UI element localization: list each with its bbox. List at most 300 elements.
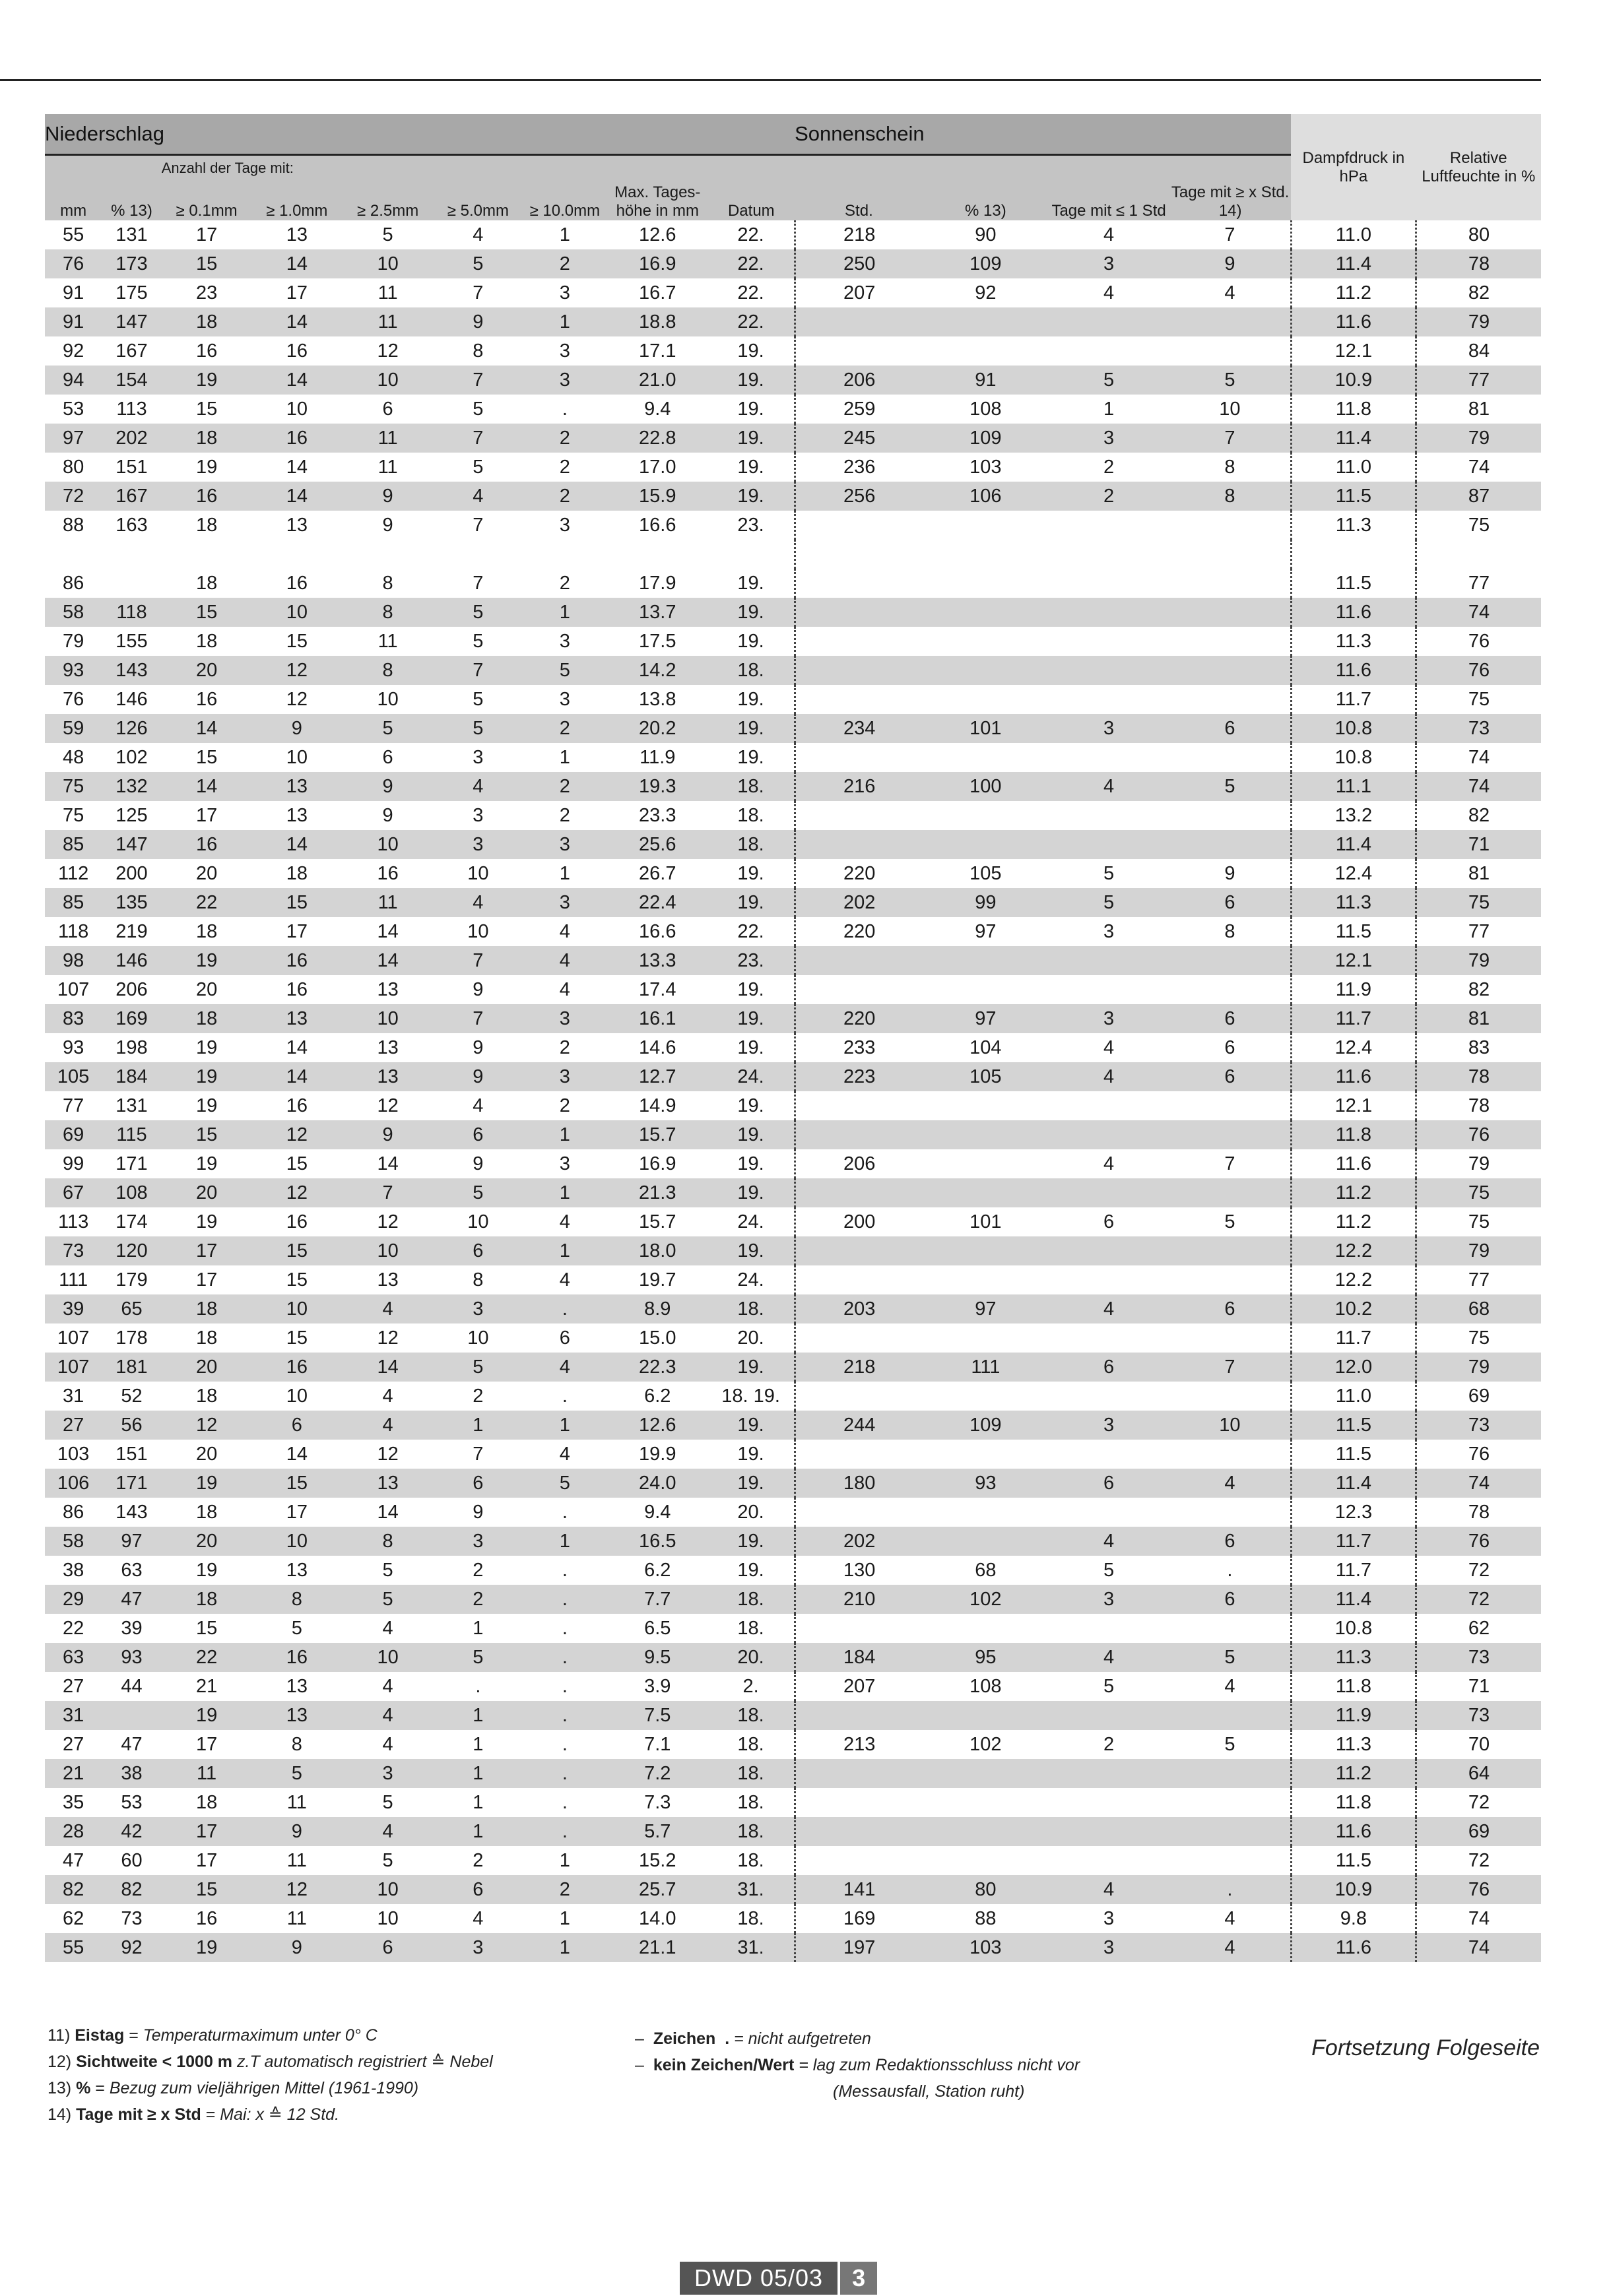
cell-datum: 19. <box>708 395 795 424</box>
cell-ge-10-0mm: 2 <box>523 249 607 278</box>
cell-ge-10-0mm: . <box>523 1294 607 1323</box>
col-pct: % 13) <box>102 177 161 220</box>
cell-tage-ge-x: 8 <box>1169 917 1291 946</box>
cell-ge-1-0mm: 16 <box>251 975 342 1004</box>
cell-sonnen-std: 180 <box>795 1469 923 1498</box>
cell-max-tageshoehe: 13.3 <box>607 946 708 975</box>
cell-tage-ge-x <box>1169 598 1291 627</box>
cell-ge-5-0mm: 3 <box>434 830 523 859</box>
cell-ge-10-0mm: 2 <box>523 714 607 743</box>
cell-ge-2-5mm: 12 <box>342 1091 434 1120</box>
cell-dampfdruck: 11.4 <box>1291 1585 1416 1614</box>
cell-pct: 147 <box>102 830 161 859</box>
cell-ge-5-0mm: 3 <box>434 801 523 830</box>
cell-ge-10-0mm: 2 <box>523 453 607 482</box>
cell-max-tageshoehe: 22.4 <box>607 888 708 917</box>
cell-sonnen-std <box>795 569 923 598</box>
cell-mm: 59 <box>45 714 102 743</box>
cell-ge-5-0mm: 5 <box>434 627 523 656</box>
cell-max-tageshoehe: 23.3 <box>607 801 708 830</box>
cell-ge-2-5mm: 4 <box>342 1382 434 1411</box>
cell-tage-le-1: 4 <box>1048 1643 1169 1672</box>
table-row <box>45 1207 1541 1236</box>
cell-rel-feuchte: 72 <box>1416 1556 1541 1585</box>
cell-tage-ge-x: 5 <box>1169 1207 1291 1236</box>
cell-datum: 19. <box>708 975 795 1004</box>
cell-ge-5-0mm: 7 <box>434 278 523 307</box>
cell-sonnen-std <box>795 1323 923 1353</box>
cell-sonnen-std: 234 <box>795 714 923 743</box>
table-row <box>45 1033 1541 1062</box>
cell-tage-le-1 <box>1048 1440 1169 1469</box>
cell-tage-ge-x <box>1169 656 1291 685</box>
cell-ge-2-5mm: 13 <box>342 1033 434 1062</box>
cell-ge-1-0mm: 14 <box>251 453 342 482</box>
cell-tage-ge-x: 6 <box>1169 888 1291 917</box>
cell-datum <box>708 540 795 569</box>
cell-ge-5-0mm: 9 <box>434 1498 523 1527</box>
cell-ge-1-0mm: 15 <box>251 1265 342 1294</box>
table-row <box>45 424 1541 453</box>
cell-tage-le-1 <box>1048 1817 1169 1846</box>
table-row <box>45 1585 1541 1614</box>
cell-pct: 171 <box>102 1149 161 1178</box>
cell-tage-le-1: 4 <box>1048 772 1169 801</box>
table-row <box>45 1004 1541 1033</box>
cell-ge-10-0mm: . <box>523 1759 607 1788</box>
cell-ge-5-0mm: 5 <box>434 1178 523 1207</box>
table-row <box>45 801 1541 830</box>
cell-mm: 22 <box>45 1614 102 1643</box>
cell-ge-2-5mm: 4 <box>342 1411 434 1440</box>
footnote-14: 14) Tage mit ≥ x Std = Mai: x ≙ 12 Std. <box>48 2105 340 2124</box>
cell-max-tageshoehe: 12.6 <box>607 220 708 249</box>
cell-ge-0-1mm: 15 <box>162 249 252 278</box>
cell-ge-2-5mm: 4 <box>342 1294 434 1323</box>
cell-ge-5-0mm: 9 <box>434 307 523 336</box>
cell-tage-le-1 <box>1048 1498 1169 1527</box>
cell-sonnen-std <box>795 1788 923 1817</box>
col-sonnen-pct: % 13) <box>923 155 1048 221</box>
cell-tage-ge-x <box>1169 1440 1291 1469</box>
cell-ge-5-0mm: 3 <box>434 743 523 772</box>
cell-dampfdruck: 12.4 <box>1291 859 1416 888</box>
cell-sonnen-std: 218 <box>795 220 923 249</box>
cell-mm: 27 <box>45 1672 102 1701</box>
cell-ge-1-0mm: 10 <box>251 598 342 627</box>
cell-ge-0-1mm: 22 <box>162 888 252 917</box>
cell-tage-le-1: 4 <box>1048 1527 1169 1556</box>
cell-tage-ge-x <box>1169 975 1291 1004</box>
cell-ge-2-5mm: 4 <box>342 1614 434 1643</box>
cell-ge-10-0mm: 1 <box>523 220 607 249</box>
cell-ge-10-0mm: . <box>523 1701 607 1730</box>
cell-datum: 19. <box>708 1004 795 1033</box>
cell-mm: 77 <box>45 1091 102 1120</box>
cell-sonnen-pct <box>923 1817 1048 1846</box>
cell-tage-ge-x: 6 <box>1169 1294 1291 1323</box>
cell-sonnen-pct <box>923 1323 1048 1353</box>
cell-ge-2-5mm: 5 <box>342 220 434 249</box>
table-row <box>45 1730 1541 1759</box>
table-row <box>45 1788 1541 1817</box>
cell-pct: 38 <box>102 1759 161 1788</box>
cell-tage-ge-x <box>1169 540 1291 569</box>
cell-ge-0-1mm: 14 <box>162 714 252 743</box>
table-row <box>45 1411 1541 1440</box>
cell-pct: 147 <box>102 307 161 336</box>
cell-rel-feuchte: 82 <box>1416 801 1541 830</box>
cell-ge-5-0mm: 8 <box>434 336 523 366</box>
cell-sonnen-std: 259 <box>795 395 923 424</box>
cell-dampfdruck <box>1291 540 1416 569</box>
table-row <box>45 540 1541 569</box>
cell-sonnen-pct <box>923 1614 1048 1643</box>
cell-ge-0-1mm: 18 <box>162 1323 252 1353</box>
cell-ge-2-5mm: 12 <box>342 1207 434 1236</box>
cell-max-tageshoehe: 19.7 <box>607 1265 708 1294</box>
cell-max-tageshoehe: 9.4 <box>607 1498 708 1527</box>
cell-datum: 18. <box>708 1730 795 1759</box>
table-row <box>45 366 1541 395</box>
cell-max-tageshoehe: 16.5 <box>607 1527 708 1556</box>
cell-datum: 19. <box>708 1120 795 1149</box>
cell-mm: 112 <box>45 859 102 888</box>
cell-sonnen-pct <box>923 685 1048 714</box>
cell-rel-feuchte: 77 <box>1416 569 1541 598</box>
cell-tage-le-1: 3 <box>1048 917 1169 946</box>
cell-ge-0-1mm: 18 <box>162 1382 252 1411</box>
cell-datum: 19. <box>708 743 795 772</box>
cell-mm: 27 <box>45 1411 102 1440</box>
cell-mm: 92 <box>45 336 102 366</box>
cell-dampfdruck: 10.8 <box>1291 743 1416 772</box>
cell-ge-5-0mm: 10 <box>434 917 523 946</box>
table-row <box>45 1149 1541 1178</box>
legend-kein-zeichen: – kein Zeichen/Wert = lag zum Redaktionsschluss nicht vor <box>635 2056 1080 2074</box>
cell-ge-0-1mm: 16 <box>162 685 252 714</box>
cell-ge-5-0mm: 6 <box>434 1236 523 1265</box>
cell-max-tageshoehe: 16.7 <box>607 278 708 307</box>
cell-pct: 56 <box>102 1411 161 1440</box>
cell-dampfdruck: 11.5 <box>1291 569 1416 598</box>
col-ge-2-5mm: ≥ 2.5mm <box>342 177 434 220</box>
cell-rel-feuchte: 77 <box>1416 1265 1541 1294</box>
cell-ge-2-5mm: 6 <box>342 395 434 424</box>
cell-ge-5-0mm: 9 <box>434 1062 523 1091</box>
cell-mm: 28 <box>45 1817 102 1846</box>
cell-sonnen-std: 220 <box>795 1004 923 1033</box>
cell-datum: 19. <box>708 336 795 366</box>
table-row <box>45 1120 1541 1149</box>
cell-ge-0-1mm: 14 <box>162 772 252 801</box>
cell-sonnen-std <box>795 1817 923 1846</box>
issue-label: DWD 05/03 <box>680 2262 837 2295</box>
cell-ge-10-0mm: 4 <box>523 1207 607 1236</box>
cell-sonnen-std: 207 <box>795 278 923 307</box>
table-row <box>45 336 1541 366</box>
cell-ge-0-1mm: 17 <box>162 1265 252 1294</box>
cell-ge-2-5mm: 11 <box>342 424 434 453</box>
cell-ge-1-0mm: 14 <box>251 307 342 336</box>
col-tage-ge-x-std: Tage mit ≥ x Std. 14) <box>1169 155 1291 221</box>
cell-ge-10-0mm: 1 <box>523 1411 607 1440</box>
cell-ge-2-5mm: 9 <box>342 511 434 540</box>
cell-max-tageshoehe: 18.0 <box>607 1236 708 1265</box>
cell-mm: 107 <box>45 1353 102 1382</box>
cell-pct: 198 <box>102 1033 161 1062</box>
cell-ge-1-0mm: 10 <box>251 1294 342 1323</box>
cell-ge-10-0mm: . <box>523 1817 607 1846</box>
cell-ge-1-0mm: 14 <box>251 1440 342 1469</box>
cell-pct: 44 <box>102 1672 161 1701</box>
cell-tage-ge-x <box>1169 830 1291 859</box>
cell-dampfdruck: 11.5 <box>1291 1440 1416 1469</box>
cell-rel-feuchte: 75 <box>1416 511 1541 540</box>
cell-ge-10-0mm: 3 <box>523 1149 607 1178</box>
cell-ge-0-1mm: 17 <box>162 1730 252 1759</box>
cell-rel-feuchte: 77 <box>1416 917 1541 946</box>
cell-ge-1-0mm: 10 <box>251 1527 342 1556</box>
cell-ge-10-0mm: 2 <box>523 801 607 830</box>
cell-datum: 31. <box>708 1933 795 1962</box>
cell-tage-ge-x <box>1169 1817 1291 1846</box>
cell-ge-0-1mm: 20 <box>162 859 252 888</box>
cell-datum: 22. <box>708 917 795 946</box>
cell-ge-1-0mm: 12 <box>251 685 342 714</box>
cell-datum: 22. <box>708 220 795 249</box>
cell-sonnen-pct: 105 <box>923 1062 1048 1091</box>
cell-rel-feuchte: 78 <box>1416 1498 1541 1527</box>
cell-ge-0-1mm: 19 <box>162 1556 252 1585</box>
cell-rel-feuchte: 79 <box>1416 307 1541 336</box>
cell-pct: 179 <box>102 1265 161 1294</box>
table-row <box>45 1382 1541 1411</box>
cell-ge-10-0mm: 3 <box>523 830 607 859</box>
cell-ge-0-1mm: 19 <box>162 1933 252 1962</box>
cell-datum: 18. <box>708 1759 795 1788</box>
cell-pct: 151 <box>102 453 161 482</box>
cell-ge-2-5mm: 14 <box>342 946 434 975</box>
cell-pct: 125 <box>102 801 161 830</box>
cell-ge-5-0mm: 7 <box>434 424 523 453</box>
table-row <box>45 772 1541 801</box>
cell-ge-1-0mm: 13 <box>251 801 342 830</box>
cell-rel-feuchte: 81 <box>1416 1004 1541 1033</box>
cell-pct: 146 <box>102 946 161 975</box>
cell-sonnen-std <box>795 1120 923 1149</box>
cell-datum: 19. <box>708 1033 795 1062</box>
cell-tage-ge-x <box>1169 627 1291 656</box>
cell-pct: 60 <box>102 1846 161 1875</box>
cell-mm: 63 <box>45 1643 102 1672</box>
cell-sonnen-pct: 104 <box>923 1033 1048 1062</box>
table-row <box>45 1614 1541 1643</box>
cell-tage-le-1: 3 <box>1048 1411 1169 1440</box>
cell-datum: 19. <box>708 859 795 888</box>
cell-ge-2-5mm: 5 <box>342 1846 434 1875</box>
cell-tage-le-1 <box>1048 336 1169 366</box>
cell-dampfdruck: 11.2 <box>1291 1207 1416 1236</box>
cell-tage-ge-x: 6 <box>1169 1062 1291 1091</box>
cell-pct: 93 <box>102 1643 161 1672</box>
cell-dampfdruck: 11.5 <box>1291 917 1416 946</box>
cell-rel-feuchte: 82 <box>1416 975 1541 1004</box>
cell-ge-10-0mm: 3 <box>523 1062 607 1091</box>
cell-mm: 27 <box>45 1730 102 1759</box>
cell-max-tageshoehe: 12.7 <box>607 1062 708 1091</box>
legend-zeichen: – Zeichen . = nicht aufgetreten <box>635 2029 871 2048</box>
cell-sonnen-pct <box>923 1178 1048 1207</box>
cell-rel-feuchte: 76 <box>1416 627 1541 656</box>
cell-pct: 42 <box>102 1817 161 1846</box>
cell-sonnen-pct: 68 <box>923 1556 1048 1585</box>
cell-rel-feuchte: 78 <box>1416 1091 1541 1120</box>
cell-sonnen-std <box>795 1759 923 1788</box>
cell-datum: 2. <box>708 1672 795 1701</box>
cell-datum: 19. <box>708 1236 795 1265</box>
cell-ge-1-0mm: 13 <box>251 1701 342 1730</box>
cell-pct: 63 <box>102 1556 161 1585</box>
cell-rel-feuchte: 74 <box>1416 453 1541 482</box>
cell-rel-feuchte: 73 <box>1416 714 1541 743</box>
cell-tage-ge-x <box>1169 1091 1291 1120</box>
cell-tage-le-1: 4 <box>1048 278 1169 307</box>
cell-max-tageshoehe: 14.9 <box>607 1091 708 1120</box>
cell-max-tageshoehe: 16.9 <box>607 1149 708 1178</box>
cell-pct: 131 <box>102 220 161 249</box>
cell-datum: 19. <box>708 598 795 627</box>
cell-tage-ge-x: 4 <box>1169 1904 1291 1933</box>
cell-pct: 126 <box>102 714 161 743</box>
cell-ge-2-5mm: 14 <box>342 1353 434 1382</box>
cell-tage-ge-x <box>1169 307 1291 336</box>
cell-tage-le-1: 3 <box>1048 1004 1169 1033</box>
cell-datum: 19. <box>708 1556 795 1585</box>
cell-mm: 118 <box>45 917 102 946</box>
cell-ge-0-1mm: 16 <box>162 336 252 366</box>
cell-pct: 73 <box>102 1904 161 1933</box>
cell-max-tageshoehe: 16.6 <box>607 917 708 946</box>
cell-sonnen-pct: 100 <box>923 772 1048 801</box>
cell-ge-10-0mm: 1 <box>523 598 607 627</box>
cell-dampfdruck: 11.7 <box>1291 685 1416 714</box>
cell-sonnen-pct: 109 <box>923 249 1048 278</box>
cell-pct: 167 <box>102 482 161 511</box>
cell-tage-le-1 <box>1048 1788 1169 1817</box>
cell-sonnen-std <box>795 1440 923 1469</box>
cell-rel-feuchte: 73 <box>1416 1701 1541 1730</box>
cell-ge-2-5mm: 4 <box>342 1817 434 1846</box>
cell-mm: 99 <box>45 1149 102 1178</box>
cell-ge-1-0mm: 15 <box>251 1469 342 1498</box>
cell-datum: 19. <box>708 685 795 714</box>
cell-ge-5-0mm: 7 <box>434 1004 523 1033</box>
cell-pct: 169 <box>102 1004 161 1033</box>
cell-pct: 146 <box>102 685 161 714</box>
cell-datum: 18. <box>708 1614 795 1643</box>
table-row <box>45 307 1541 336</box>
cell-datum: 19. <box>708 424 795 453</box>
cell-max-tageshoehe: 14.0 <box>607 1904 708 1933</box>
cell-ge-10-0mm: 6 <box>523 1323 607 1353</box>
cell-ge-5-0mm: 2 <box>434 1585 523 1614</box>
cell-mm: 105 <box>45 1062 102 1091</box>
cell-sonnen-pct: 97 <box>923 1004 1048 1033</box>
cell-ge-2-5mm: 8 <box>342 1527 434 1556</box>
cell-ge-5-0mm: 9 <box>434 975 523 1004</box>
cell-max-tageshoehe: 14.6 <box>607 1033 708 1062</box>
cell-ge-1-0mm: 15 <box>251 627 342 656</box>
cell-max-tageshoehe: 24.0 <box>607 1469 708 1498</box>
cell-tage-ge-x <box>1169 1614 1291 1643</box>
cell-max-tageshoehe: 22.3 <box>607 1353 708 1382</box>
cell-ge-10-0mm: 5 <box>523 1469 607 1498</box>
table-row <box>45 1440 1541 1469</box>
cell-ge-2-5mm: 5 <box>342 1788 434 1817</box>
cell-ge-5-0mm: 1 <box>434 1759 523 1788</box>
cell-tage-ge-x: 8 <box>1169 453 1291 482</box>
cell-ge-1-0mm: 16 <box>251 1643 342 1672</box>
cell-max-tageshoehe: 16.6 <box>607 511 708 540</box>
cell-ge-10-0mm: 3 <box>523 1004 607 1033</box>
cell-pct: 143 <box>102 1498 161 1527</box>
cell-tage-le-1: 1 <box>1048 395 1169 424</box>
cell-ge-0-1mm: 15 <box>162 598 252 627</box>
cell-tage-le-1: 4 <box>1048 1149 1169 1178</box>
legend-messausfall: (Messausfall, Station ruht) <box>833 2082 1025 2101</box>
cell-tage-ge-x <box>1169 569 1291 598</box>
cell-ge-5-0mm: 7 <box>434 1440 523 1469</box>
cell-ge-0-1mm: 18 <box>162 1498 252 1527</box>
col-max-tageshoehe: Max. Tages-höhe in mm <box>607 155 708 221</box>
cell-ge-2-5mm: 4 <box>342 1672 434 1701</box>
cell-tage-le-1: 4 <box>1048 1062 1169 1091</box>
cell-sonnen-pct: 97 <box>923 1294 1048 1323</box>
cell-ge-1-0mm: 18 <box>251 859 342 888</box>
cell-ge-1-0mm: 8 <box>251 1730 342 1759</box>
cell-dampfdruck: 12.1 <box>1291 1091 1416 1120</box>
cell-pct: 113 <box>102 395 161 424</box>
table-row <box>45 1236 1541 1265</box>
cell-dampfdruck: 9.8 <box>1291 1904 1416 1933</box>
cell-sonnen-pct: 101 <box>923 1207 1048 1236</box>
cell-dampfdruck: 11.7 <box>1291 1004 1416 1033</box>
cell-ge-10-0mm: 2 <box>523 1091 607 1120</box>
cell-datum: 19. <box>708 482 795 511</box>
cell-sonnen-std <box>795 1236 923 1265</box>
cell-ge-1-0mm <box>251 540 342 569</box>
cell-rel-feuchte: 74 <box>1416 598 1541 627</box>
table-row <box>45 714 1541 743</box>
cell-mm: 86 <box>45 569 102 598</box>
cell-ge-5-0mm: 4 <box>434 1904 523 1933</box>
table-row <box>45 511 1541 540</box>
cell-ge-1-0mm: 10 <box>251 395 342 424</box>
cell-rel-feuchte: 75 <box>1416 888 1541 917</box>
cell-ge-0-1mm: 18 <box>162 627 252 656</box>
cell-sonnen-std <box>795 336 923 366</box>
cell-rel-feuchte: 69 <box>1416 1382 1541 1411</box>
cell-ge-5-0mm: 1 <box>434 1701 523 1730</box>
cell-ge-2-5mm: 13 <box>342 1469 434 1498</box>
cell-ge-10-0mm: 2 <box>523 1033 607 1062</box>
cell-sonnen-pct <box>923 569 1048 598</box>
cell-ge-0-1mm: 18 <box>162 511 252 540</box>
cell-dampfdruck: 11.3 <box>1291 1643 1416 1672</box>
cell-ge-10-0mm: 1 <box>523 1120 607 1149</box>
cell-sonnen-std <box>795 511 923 540</box>
